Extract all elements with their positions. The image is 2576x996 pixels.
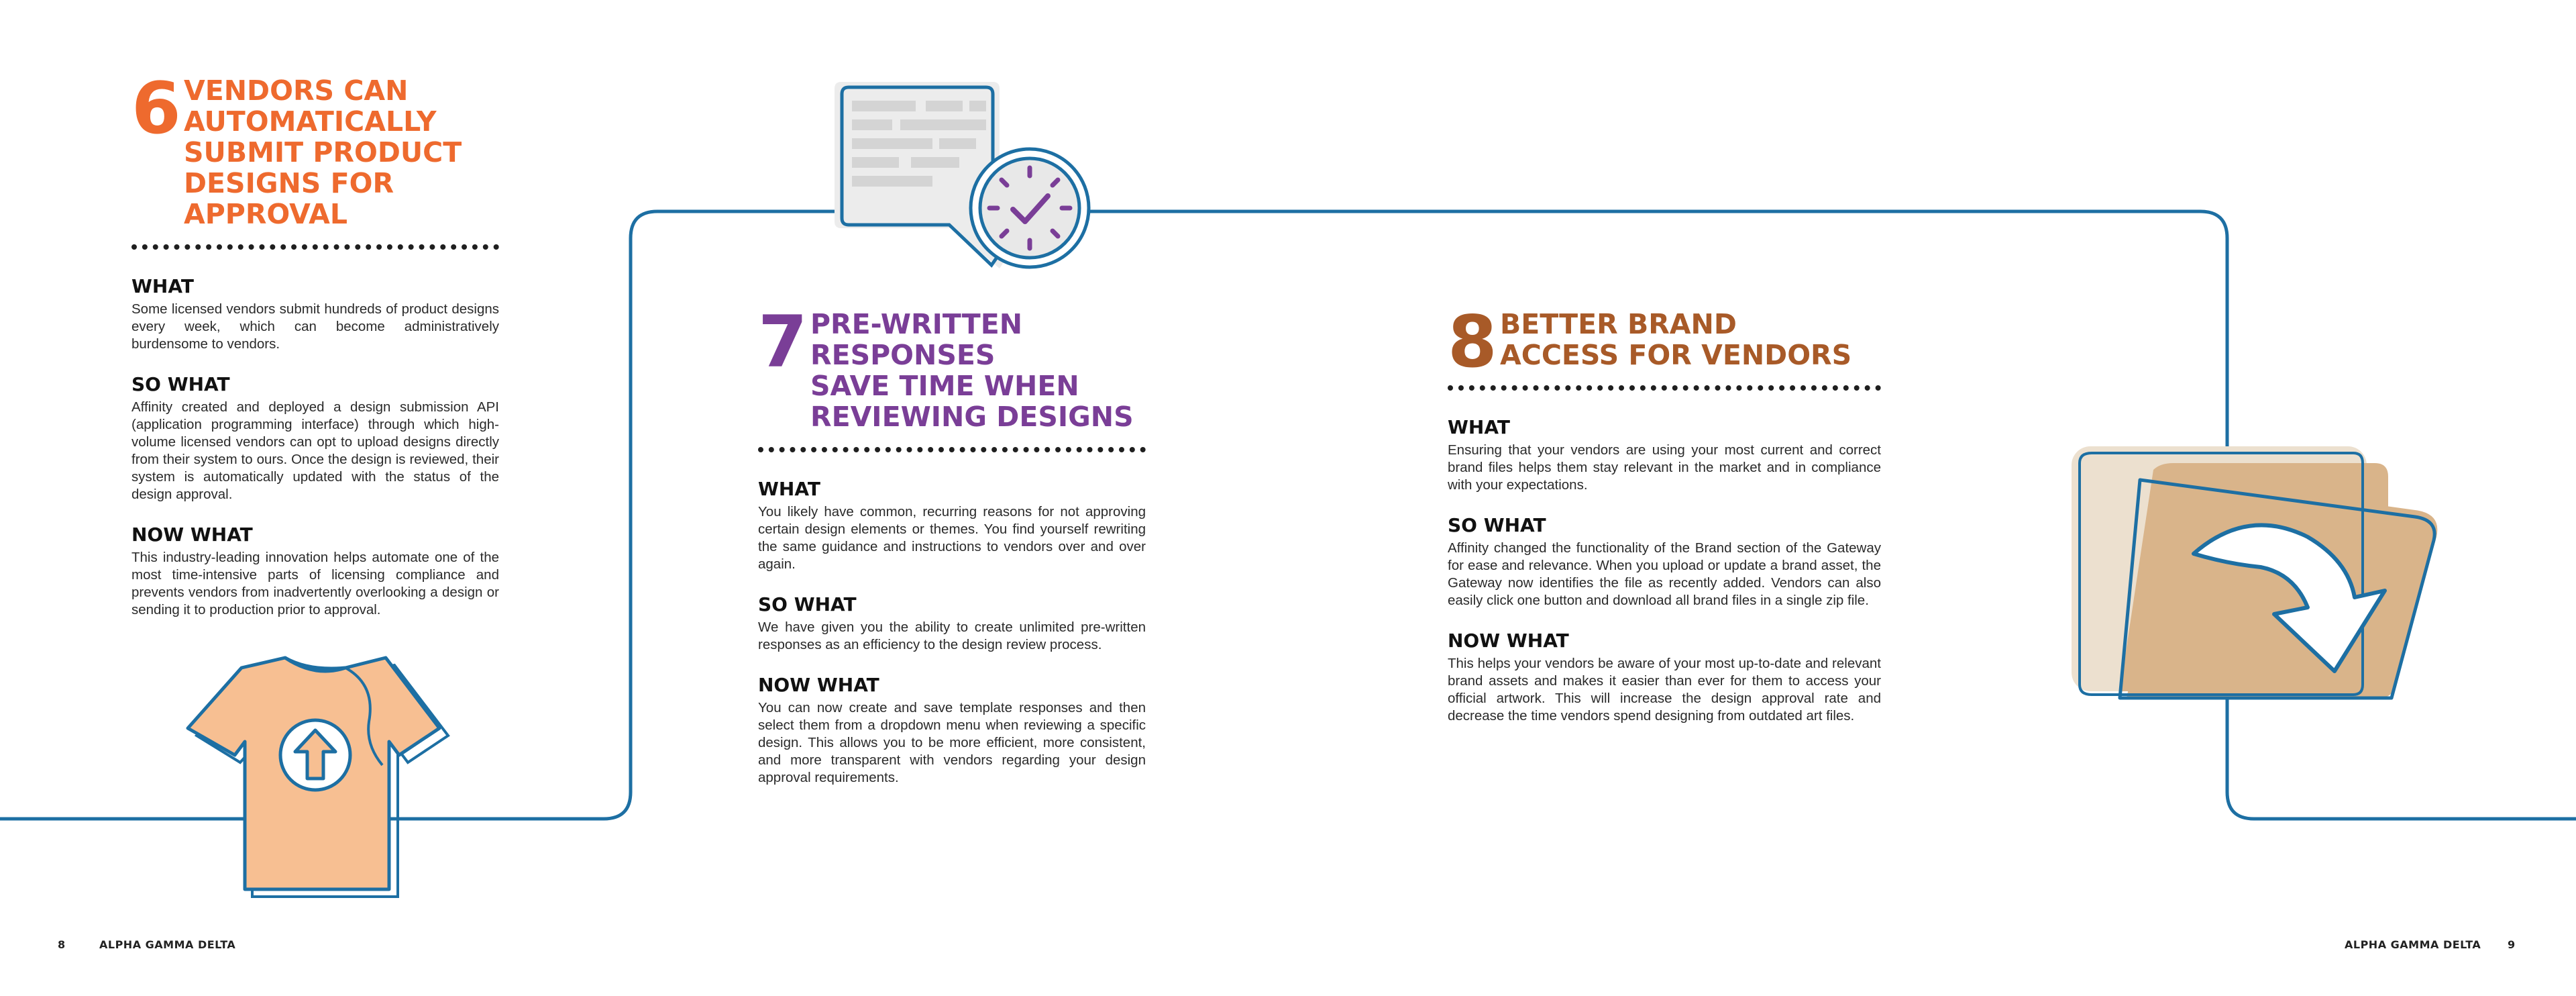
what-label: WHAT	[131, 275, 194, 297]
title-line: DESIGNS FOR	[184, 167, 394, 199]
so-what-label: SO WHAT	[131, 373, 230, 395]
left-footer-label: ALPHA GAMMA DELTA	[99, 938, 236, 951]
section-6-heading	[131, 67, 499, 230]
so-what-text: Affinity changed the functionality of the Brand section of the Gateway for ease and relevance. When you upload or update a brand asset, the Gateway now identifies the file as recently added. Vendors can also easily click one button and download all brand files in a single zip file.	[1448, 540, 1881, 608]
now-what-label: NOW WHAT	[1448, 630, 1569, 652]
title-line: APPROVAL	[184, 198, 347, 230]
dotted-divider	[1448, 385, 1881, 391]
section-number: 8	[1448, 301, 1495, 383]
now-what-block	[131, 524, 499, 619]
title-line: BETTER BRAND	[1500, 308, 1737, 340]
section-title	[1500, 309, 1881, 370]
so-what-label: SO WHAT	[758, 593, 857, 615]
right-footer-label: ALPHA GAMMA DELTA	[2345, 938, 2481, 951]
left-page-number: 8	[58, 938, 66, 951]
what-block	[1448, 416, 1881, 494]
folder-download-icon	[2072, 446, 2437, 698]
section-number: 6	[131, 67, 178, 150]
so-what-block	[131, 373, 499, 503]
title-line: RESPONSES	[810, 339, 996, 371]
what-block	[131, 275, 499, 353]
section-7	[758, 301, 1146, 787]
now-what-text: You can now create and save template responses and then select them from a dropdown menu when reviewing a specific design. This allows you to be more efficient, more consistent, and more transparent with vendors regarding your design approval requirements.	[758, 700, 1146, 785]
title-line: AUTOMATICALLY	[184, 105, 437, 138]
now-what-block	[758, 674, 1146, 787]
so-what-text: Affinity created and deployed a design submission API (application programming interface) through which high-volume licensed vendors can opt to upload designs directly from their system to ours. Once the design is reviewed, their system is automatically updated with the status of the design approval.	[131, 399, 499, 502]
dotted-divider	[758, 447, 1146, 452]
what-text: Ensuring that your vendors are using your most current and correct brand files helps them stay relevant in the market and in compliance with your expectations.	[1448, 442, 1881, 493]
what-text: Some licensed vendors submit hundreds of product designs every week, which can become administratively burdensome to vendors.	[131, 301, 499, 352]
tshirt-upload-icon	[188, 658, 448, 897]
what-text: You likely have common, recurring reasons for not approving certain design elements or themes. You find yourself rewriting the same guidance and instructions to vendors over and over again.	[758, 504, 1146, 572]
right-page-number: 9	[2508, 938, 2516, 951]
section-title	[184, 75, 499, 230]
now-what-label: NOW WHAT	[758, 674, 879, 696]
section-6	[131, 67, 499, 619]
what-label: WHAT	[758, 478, 820, 500]
title-line: SUBMIT PRODUCT	[184, 136, 462, 168]
so-what-text: We have given you the ability to create unlimited pre-written responses as an efficiency to the design review process.	[758, 619, 1146, 652]
title-line: REVIEWING DESIGNS	[810, 401, 1134, 433]
section-7-heading	[758, 301, 1146, 433]
what-label: WHAT	[1448, 416, 1510, 438]
now-what-label: NOW WHAT	[131, 524, 253, 546]
now-what-block	[1448, 630, 1881, 725]
now-what-text: This industry-leading innovation helps automate one of the most time-intensive parts of licensing compliance and prevents vendors from inadvertently overlooking a design or sending it to production prior to approval.	[131, 550, 499, 617]
dotted-divider	[131, 244, 499, 250]
title-line: SAVE TIME WHEN	[810, 370, 1079, 402]
title-line: PRE-WRITTEN	[810, 308, 1023, 340]
so-what-label: SO WHAT	[1448, 514, 1546, 536]
chat-bubble-clock-icon	[835, 82, 1089, 268]
title-line: ACCESS FOR VENDORS	[1500, 339, 1852, 371]
so-what-block	[1448, 514, 1881, 609]
section-title	[810, 309, 1146, 432]
title-line: VENDORS CAN	[184, 74, 409, 107]
section-8	[1448, 301, 1881, 725]
so-what-block	[758, 593, 1146, 654]
section-8-heading	[1448, 301, 1881, 383]
what-block	[758, 478, 1146, 573]
section-number: 7	[758, 301, 805, 383]
now-what-text: This helps your vendors be aware of your most up-to-date and relevant brand assets and makes it easier than ever for them to access your official artwork. This will increase the design approval rate and decrease the time vendors spend designing from outdated art files.	[1448, 656, 1881, 724]
